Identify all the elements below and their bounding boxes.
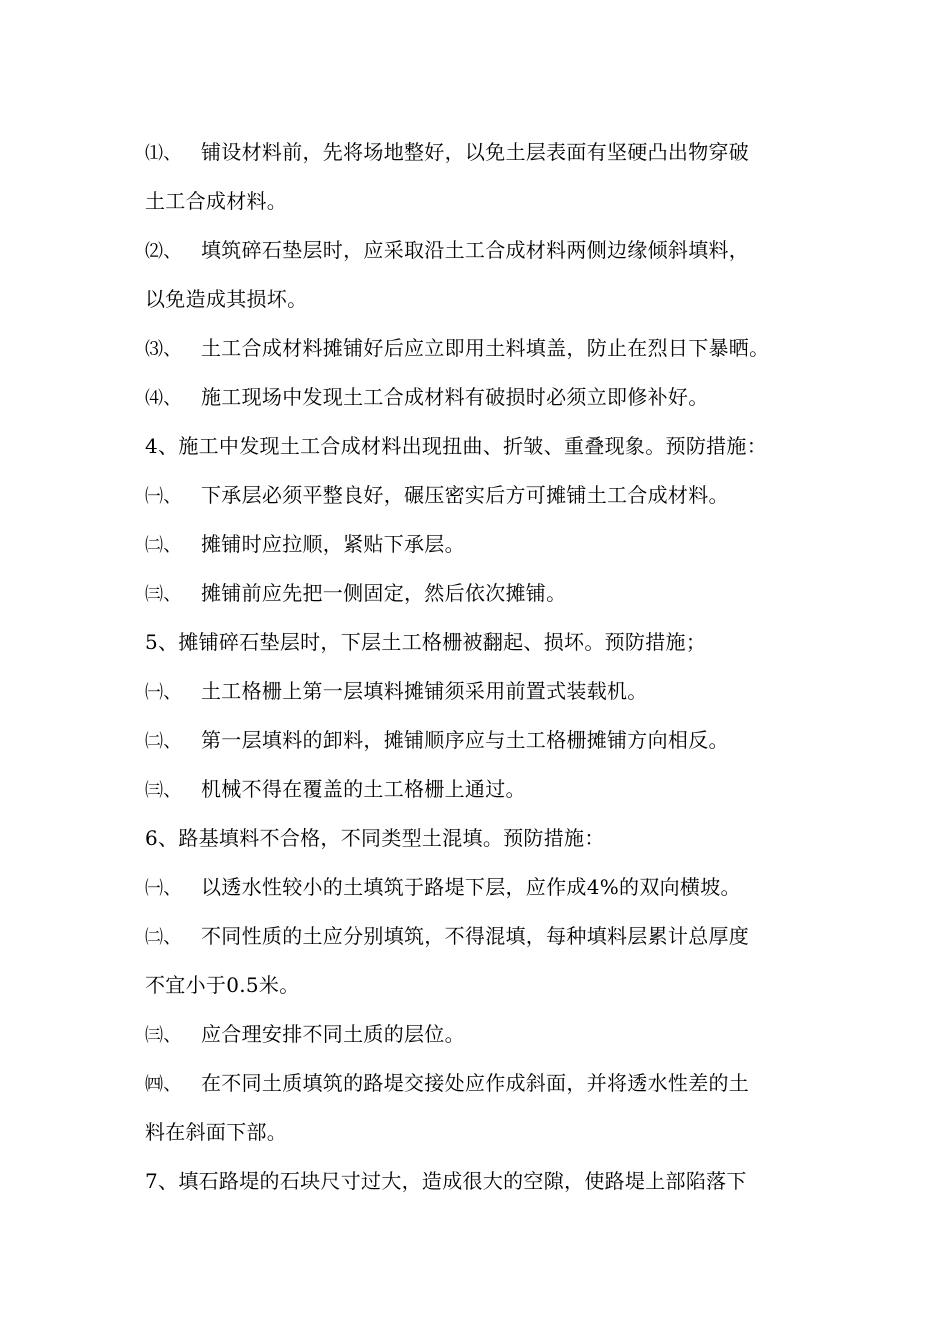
line-text: 铺设材料前，先将场地整好，以免土层表面有坚硬凸出物穿破 (201, 140, 750, 164)
text-line (145, 863, 825, 912)
text-line (145, 569, 825, 618)
list-marker: ⑶、 (145, 339, 182, 360)
list-marker: ㈡、 (145, 731, 182, 752)
line-text: 在不同土质填筑的路堤交接处应作成斜面，并将透水性差的土 (201, 1071, 750, 1095)
text-line (145, 912, 825, 961)
line-text: 5、摊铺碎石垫层时，下层土工格栅被翻起、损坏。预防措施； (145, 630, 707, 654)
list-marker: ㈠、 (145, 682, 182, 703)
line-text: 不同性质的土应分别填筑，不得混填，每种填料层累计总厚度 (201, 924, 750, 948)
section-heading (145, 618, 825, 667)
section-heading (145, 1157, 825, 1206)
text-line (145, 275, 825, 324)
line-text: 土工合成材料。 (145, 189, 288, 213)
list-marker: ㈢、 (145, 780, 182, 801)
line-text: 机械不得在覆盖的土工格栅上通过。 (201, 777, 526, 801)
text-line (145, 667, 825, 716)
text-line (145, 1108, 825, 1157)
line-text: 摊铺前应先把一侧固定，然后依次摊铺。 (201, 581, 567, 605)
line-text: 不宜小于0.5米。 (145, 973, 300, 997)
text-line (145, 373, 825, 422)
list-marker: ㈡、 (145, 927, 182, 948)
line-text: 第一层填料的卸料，摊铺顺序应与土工格栅摊铺方向相反。 (201, 728, 729, 752)
list-marker: ⑷、 (145, 388, 182, 409)
section-heading (145, 814, 825, 863)
line-text: 下承层必须平整良好，碾压密实后方可摊铺土工合成材料。 (201, 483, 729, 507)
text-line (145, 1059, 825, 1108)
text-line (145, 471, 825, 520)
line-text: 应合理安排不同土质的层位。 (201, 1022, 465, 1046)
list-marker: ㈡、 (145, 535, 182, 556)
text-line (145, 520, 825, 569)
list-marker: ㈠、 (145, 486, 182, 507)
text-line (145, 226, 825, 275)
line-text: 7、填石路堤的石块尺寸过大，造成很大的空隙，使路堤上部陷落下 (145, 1169, 747, 1193)
text-line (145, 765, 825, 814)
line-text: 填筑碎石垫层时，应采取沿土工合成材料两侧边缘倾斜填料， (201, 238, 750, 262)
line-text: 以免造成其损坏。 (145, 287, 308, 311)
text-line (145, 1010, 825, 1059)
line-text: 土工格栅上第一层填料摊铺须采用前置式装载机。 (201, 679, 648, 703)
line-text: 以透水性较小的土填筑于路堤下层，应作成4%的双向横坡。 (201, 875, 741, 899)
line-text: 施工现场中发现土工合成材料有破损时必须立即修补好。 (201, 385, 709, 409)
text-line (145, 961, 825, 1010)
list-marker: ⑵、 (145, 241, 182, 262)
list-marker: ⑴、 (145, 143, 182, 164)
line-text: 料在斜面下部。 (145, 1120, 288, 1144)
line-text: 4、施工中发现土工合成材料出现扭曲、折皱、重叠现象。预防措施： (145, 434, 768, 458)
text-line (145, 128, 825, 177)
section-heading (145, 422, 825, 471)
line-text: 摊铺时应拉顺，紧贴下承层。 (201, 532, 465, 556)
list-marker: ㈠、 (145, 878, 182, 899)
text-line (145, 324, 825, 373)
list-marker: ㈢、 (145, 584, 182, 605)
line-text: 土工合成材料摊铺好后应立即用土料填盖，防止在烈日下暴晒。 (201, 336, 770, 360)
text-line (145, 177, 825, 226)
list-marker: ㈢、 (145, 1025, 182, 1046)
line-text: 6、路基填料不合格，不同类型土混填。预防措施： (145, 826, 605, 850)
document-body (145, 128, 825, 1206)
text-line (145, 716, 825, 765)
list-marker: ㈣、 (145, 1074, 182, 1095)
